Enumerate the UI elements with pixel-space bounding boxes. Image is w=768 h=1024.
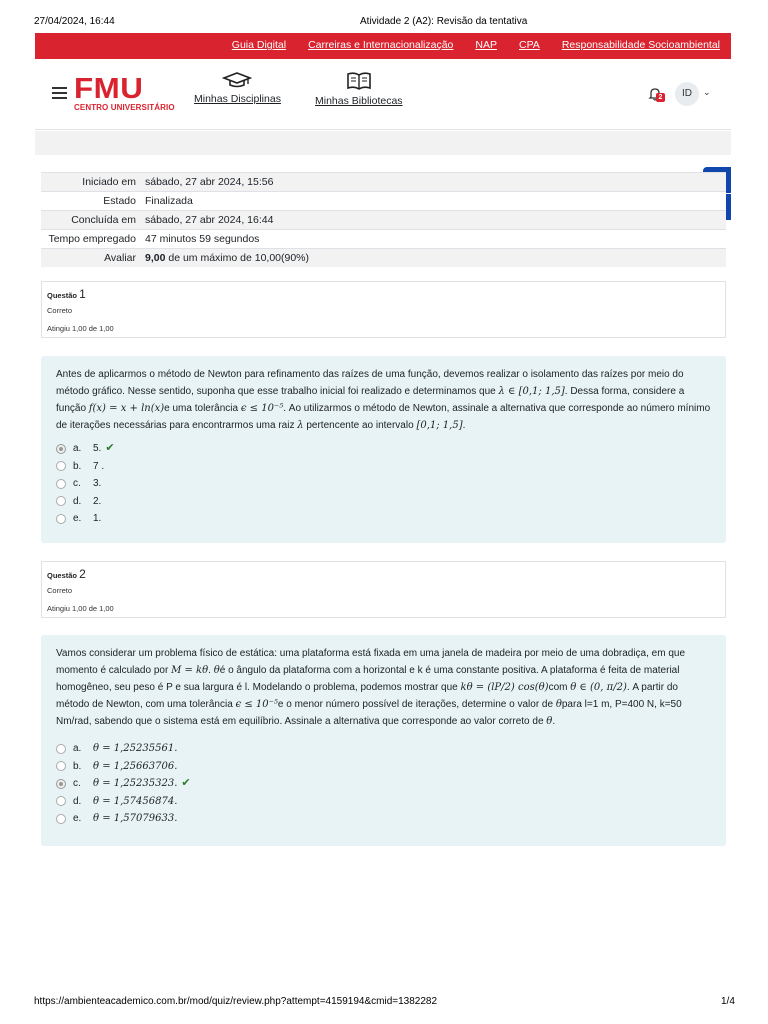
radio-button[interactable] (56, 444, 66, 454)
text-part: é o ângulo da plataforma com a horizontal e k é uma constante positiva. A plataforma é feita de material homogêneo, seu peso é P e sua largura é l. Modelando o problema, podemos mostrar que (56, 665, 680, 693)
print-title: Atividade 2 (A2): Revisão da tentativa (360, 16, 528, 27)
answer-text: 5. (93, 443, 102, 455)
logo-subtitle: CENTRO UNIVERSITÁRIO (74, 103, 175, 112)
question-2-info (41, 561, 726, 618)
checkmark-icon: ✔ (181, 777, 191, 790)
answer-option-a[interactable] (56, 440, 711, 458)
text-part: para l=1 m, P=400 N, k=50 Nm/rad, sabendo que o sistema está em equilíbrio. Assinale a alternativa que corresponde ao valor correto de (56, 699, 682, 727)
hamburger-icon[interactable] (52, 87, 67, 99)
answer-option-c[interactable] (56, 475, 711, 493)
question-1-content (41, 356, 726, 543)
summary-label: Tempo empregado (48, 233, 136, 245)
answer-text: θ = 1,57079633. (93, 813, 178, 825)
print-url: https://ambienteacademico.com.br/mod/quiz/review.php?attempt=4159194&cmid=1382282 (34, 996, 438, 1007)
math-formula: λ (297, 420, 304, 431)
summary-value: 47 minutos 59 segundos (145, 233, 260, 245)
text-part: . Ao utilizarmos o método de Newton, assinale a alternativa que corresponde ao número mínimo de iterações necessárias para encontrarmos uma raiz (56, 403, 711, 431)
text-part: Antes de aplicarmos o método de Newton para refinamento das raízes de uma função, devemos realizar o isolamento das raízes por meio do método gráfico. Nesse sentido, suponha que esse trabalho inicial foi realizado e determinamos que (56, 369, 684, 397)
answer-text: θ = 1,25235561. (93, 743, 178, 755)
text-part: Vamos considerar um problema físico de estática: uma plataforma está fixada em uma janela de madeira por meio de uma dobradiça, em que momento é calculado por (56, 648, 686, 676)
nav-minhas-bibliotecas[interactable] (315, 71, 403, 107)
text-part: . (462, 420, 466, 431)
answer-letter: d. (73, 495, 82, 507)
question-label: Questão (47, 571, 78, 580)
answer-text: θ = 1,57456874. (93, 795, 178, 807)
answer-text: 2. (93, 495, 102, 507)
answer-list (56, 440, 711, 528)
answer-option-a[interactable] (56, 740, 711, 758)
link-responsabilidade[interactable]: Responsabilidade Socioambiental (561, 39, 720, 51)
answer-text: θ = 1,25663706. (93, 760, 178, 772)
answer-option-e[interactable] (56, 510, 711, 528)
math-formula: λ ∈ [0,1; 1,5] (498, 386, 565, 397)
math-formula: θ (555, 699, 562, 710)
question-grade: Atingiu 1,00 de 1,00 (47, 324, 114, 333)
answer-letter: b. (73, 760, 82, 772)
grade-rest: de um máximo de 10,00(90%) (168, 252, 310, 264)
summary-row-completed (41, 210, 726, 229)
answer-text: 3. (93, 478, 102, 490)
grade-value: 9,00 (145, 252, 166, 264)
answer-text: 7 . (93, 460, 105, 472)
summary-label: Iniciado em (82, 176, 136, 188)
math-formula: ϵ ≤ 10⁻⁵ (235, 699, 278, 710)
notifications-button[interactable] (648, 87, 662, 106)
link-carreiras[interactable]: Carreiras e Internacionalização (308, 39, 454, 51)
attempt-summary-table (41, 172, 726, 267)
answer-list (56, 740, 711, 828)
navbar (35, 59, 731, 130)
radio-button[interactable] (56, 479, 66, 489)
answer-letter: c. (73, 778, 81, 790)
math-formula: f(x) = x + ln(x) (88, 403, 165, 414)
answer-option-d[interactable] (56, 493, 711, 511)
logo-text: FMU (74, 73, 144, 105)
link-guia-digital[interactable]: Guia Digital (231, 39, 287, 51)
question-1-info (41, 281, 726, 338)
summary-value: Finalizada (145, 195, 193, 207)
summary-label: Concluída em (71, 214, 136, 226)
question-number: 1 (79, 287, 86, 301)
radio-button[interactable] (56, 814, 66, 824)
answer-letter: d. (73, 795, 82, 807)
summary-value: sábado, 27 abr 2024, 15:56 (145, 176, 274, 188)
summary-row-started (41, 172, 726, 191)
summary-value (142, 249, 726, 267)
chevron-down-icon[interactable]: ⌄ (703, 87, 711, 97)
radio-button[interactable] (56, 496, 66, 506)
answer-text: θ = 1,25235323. (93, 778, 178, 790)
nav-disciplinas-label: Minhas Disciplinas (194, 93, 281, 105)
answer-letter: a. (73, 443, 82, 455)
math-formula: θ (546, 716, 553, 727)
radio-button[interactable] (56, 779, 66, 789)
question-number: 2 (79, 567, 86, 581)
answer-option-b[interactable] (56, 458, 711, 476)
radio-button[interactable] (56, 744, 66, 754)
math-formula: ϵ ≤ 10⁻⁵ (240, 403, 284, 414)
answer-letter: e. (73, 513, 82, 525)
text-part: com (548, 682, 571, 693)
fmu-logo[interactable] (74, 73, 175, 112)
answer-text: 1. (93, 513, 102, 525)
text-part: . (552, 716, 556, 727)
radio-button[interactable] (56, 461, 66, 471)
summary-label: Estado (103, 195, 136, 207)
nav-bibliotecas-label: Minhas Bibliotecas (315, 95, 403, 107)
checkmark-icon: ✔ (105, 442, 115, 455)
answer-letter: e. (73, 813, 82, 825)
math-formula: θ ∈ (0, π/2) (570, 682, 627, 693)
link-nap[interactable]: NAP (475, 39, 497, 51)
answer-option-e[interactable] (56, 810, 711, 828)
math-formula: M = kθ (171, 665, 209, 676)
answer-option-b[interactable] (56, 758, 711, 776)
text-part: e o menor número possível de iterações, determine o valor de (277, 699, 556, 710)
radio-button[interactable] (56, 514, 66, 524)
math-formula: kθ = (lP/2) cos(θ) (460, 682, 549, 693)
summary-value: sábado, 27 abr 2024, 16:44 (145, 214, 274, 226)
summary-label: Avaliar (104, 252, 136, 264)
print-page-number: 1/4 (721, 996, 735, 1007)
answer-option-d[interactable] (56, 793, 711, 811)
answer-option-c[interactable] (56, 775, 711, 793)
question-2-content (41, 635, 726, 846)
question-status: Correto (47, 586, 73, 595)
text-part: pertencente ao intervalo (303, 420, 417, 431)
question-grade: Atingiu 1,00 de 1,00 (47, 604, 114, 613)
question-status: Correto (47, 306, 73, 315)
print-datetime: 27/04/2024, 16:44 (34, 16, 115, 27)
user-avatar[interactable]: ID (675, 82, 699, 106)
text-part: . A partir do método de Newton, com uma tolerância (56, 682, 678, 710)
graduation-cap-icon (222, 71, 252, 89)
answer-letter: b. (73, 460, 82, 472)
math-formula: θ (213, 665, 220, 676)
link-cpa[interactable]: CPA (519, 39, 540, 51)
radio-button[interactable] (56, 796, 66, 806)
text-part: . Dessa forma, considere a função (56, 386, 685, 414)
radio-button[interactable] (56, 761, 66, 771)
book-icon (346, 71, 372, 91)
nav-minhas-disciplinas[interactable] (194, 71, 281, 105)
notification-badge: 2 (656, 93, 665, 102)
question-1-text (56, 366, 711, 434)
text-part: e uma tolerância (164, 403, 241, 414)
summary-row-grade (41, 248, 726, 267)
question-2-text (56, 645, 711, 730)
answer-letter: c. (73, 478, 81, 490)
summary-row-state (41, 191, 726, 210)
summary-row-time (41, 229, 726, 248)
top-links-bar (35, 33, 731, 59)
math-formula: [0,1; 1,5] (416, 420, 463, 431)
page-header-strip (35, 131, 731, 155)
question-label: Questão (47, 291, 78, 300)
text-part: . (208, 665, 214, 676)
answer-letter: a. (73, 743, 82, 755)
